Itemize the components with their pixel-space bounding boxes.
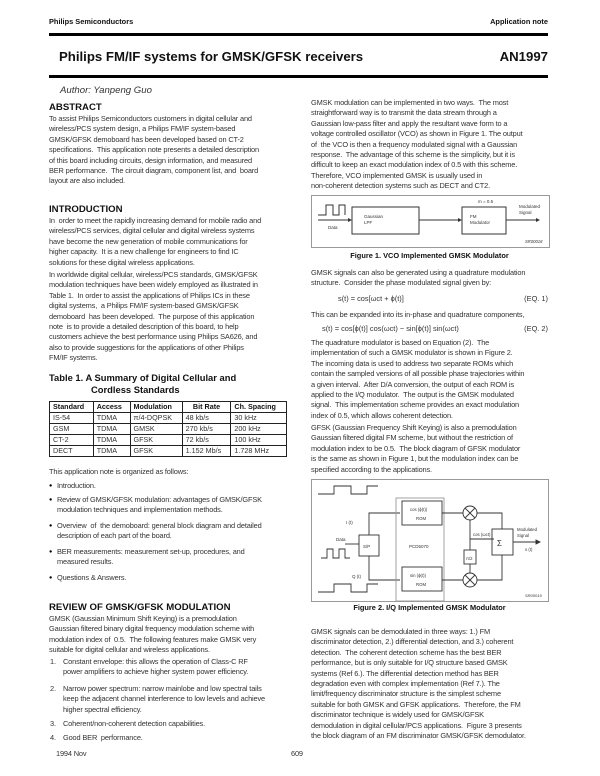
organization-intro: This application note is organized as follows:: [49, 467, 189, 476]
output-label-2: Signal: [519, 210, 532, 215]
list-item: [50, 719, 205, 729]
rom-label: ROM: [416, 582, 427, 587]
abstract-text: To assist Philips Semiconductors customers in digital cellular and wireless/PCS system design, a Philips FM/IF system-based GMSK/GFSK demoboard has been developed based on CT-2 specifications. This application note presents a detailed description of this board including circuits, design information, and measured BER performance. The circuit diagram, component list, and board layout are also included.: [49, 114, 259, 186]
rom-cos-label: cos (ϕ(t)): [410, 507, 428, 512]
list-item: [50, 657, 248, 678]
list-number: 4.: [50, 733, 56, 742]
table-caption-line-1: Table 1. A Summary of Digital Cellular and: [49, 372, 237, 383]
list-item: [50, 684, 265, 715]
signal-line: [369, 513, 400, 535]
data-waveform-icon: [318, 205, 345, 215]
bullet-item: ● Overview of the demoboard: general block diagram and detailed description of each part of the board.: [49, 521, 262, 542]
introduction-paragraph-2: In worldwide digital cellular, wireless/PCS standards, GMSK/GFSK modulation techniques have been widely employed as illustrated in Table 1. In order to assist the applications of Philips ICs in these digital systems, a Philips FM/IF system-based GMSK/GFSK demoboard has been developed. The purpose of this application note is to provide a detailed description of this board, to help customers achieve the best performance using Philips SA626, and also to provide suggestions for the applications of other Philips FM/IF systems.: [49, 270, 258, 363]
sp-label: S/P: [363, 544, 371, 549]
carrier-label: cos (ωct): [473, 532, 491, 537]
header-cell: Bit Rate: [182, 402, 231, 413]
cell: 48 kb/s: [182, 413, 231, 424]
equation-1-label: (EQ. 1): [524, 294, 548, 303]
arrow-icon: [536, 540, 540, 544]
output-label-3: s (t): [525, 547, 533, 552]
table-row: [50, 424, 287, 435]
right-paragraph-5: GFSK (Gaussian Frequency Shift Keying) is also a premodulation Gaussian filtered digital FM scheme, but without the restriction of modulation index to be 0.5. The block diagram of GFSK modulator is the same as shown in Figure 1, but the modulation index can be specified according to the applications.: [311, 423, 521, 474]
header-cell: Access: [93, 402, 130, 413]
chip-label: PCD5070: [409, 544, 429, 549]
introduction-paragraph-1: In order to meet the rapidly increasing demand for mobile radio and wireless/PCS services, digital cellular and digital wireless systems have become the new generation of mobile communications for higher capacity. It is a new challenge for engineers to find IC solutions for these digital wireless applications.: [49, 216, 262, 267]
output-label-1: Modulated: [519, 204, 541, 209]
figure-1-diagram: [311, 195, 550, 248]
bullet-item: ● BER measurements: measurement set-up, procedures, and measured results.: [49, 547, 245, 568]
cell: 100 kHz: [231, 435, 287, 446]
cell: 72 kb/s: [182, 435, 231, 446]
list-text: Coherent/non-coherent detection capabilities.: [63, 719, 205, 728]
author: Author: Yanpeng Guo: [60, 85, 152, 96]
list-text: Good BER performance.: [63, 733, 143, 742]
table-row: [50, 435, 287, 446]
arrow-icon: [348, 218, 352, 222]
figure-code: SR00019: [525, 593, 542, 598]
doc-type: Application note: [490, 17, 548, 26]
right-paragraph-3: This can be expanded into its in-phase and quadrature components,: [311, 310, 525, 319]
header-cell: Standard: [50, 402, 94, 413]
sum-icon: Σ: [497, 539, 502, 548]
q-waveform-icon: [318, 584, 378, 592]
introduction-heading: INTRODUCTION: [49, 204, 123, 215]
cell: DECT: [50, 446, 94, 457]
cell: 270 kb/s: [182, 424, 231, 435]
right-paragraph-6: GMSK signals can be demodulated in three ways: 1.) FM discriminator detection, 2.) differential detection, and 3.) coherent detection. The coherent detection scheme has the best BER performance, but is only suitable for I/Q structure based GMSK systems (Ref 6.). The differential detection method has BER degradation even with complex implementation (Ref 7.). The limit/frequency discriminator structure is the simplest scheme suitable for both GMSK and GFSK applications. Therefore, the FM discriminator technique is widely used for GMSK/GFSK demodulation in digital cellular/PCS applications. Figure 3 presents the block diagram of an FM discriminator GMSK/GFSK demodulator.: [311, 627, 526, 741]
list-text: Narrow power spectrum: narrow mainlobe and low spectral tails keep the adjacent channel interference to low levels and achieve higher spectral efficiency.: [63, 684, 265, 714]
fm-label-2: Modulator: [470, 220, 491, 225]
page-number: 609: [291, 749, 303, 758]
footer-date: 1994 Nov: [56, 749, 87, 758]
rom-sin-label: sin (ϕ(t)): [410, 573, 427, 578]
figure-code: SR00018: [525, 239, 543, 244]
gaussian-lpf-box: [352, 207, 419, 234]
mod-index-label: m = 0.5: [478, 199, 494, 204]
arrow-icon: [536, 218, 540, 222]
output-label-1: Modulated: [517, 527, 538, 532]
output-label-2: Signal: [517, 533, 529, 538]
cell: CT-2: [50, 435, 94, 446]
data-waveform-icon: [321, 549, 350, 558]
header-rule: [49, 33, 548, 36]
header-cell: Modulation: [130, 402, 182, 413]
rom-cos-box: [402, 501, 442, 525]
review-heading: REVIEW OF GMSK/GFSK MODULATION: [49, 602, 231, 613]
cell: GMSK: [130, 424, 182, 435]
bullet-item: ● Questions & Answers.: [49, 573, 126, 583]
phase-label: π/2: [466, 556, 473, 561]
cell: IS-54: [50, 413, 94, 424]
review-text: GMSK (Gaussian Minimum Shift Keying) is a premodulation Gaussian filtered binary digital frequency modulation scheme with modulation index of 0.5. The following features make GMSK very suitable for digital cellular and wireless applications.: [49, 614, 257, 655]
table-caption-line-2: Cordless Standards: [91, 384, 180, 395]
figure-2-diagram: [311, 479, 549, 602]
cell: 30 kHz: [231, 413, 287, 424]
table-row: [50, 413, 287, 424]
cell: π/4-DQPSK: [130, 413, 182, 424]
data-label: Data: [336, 537, 346, 542]
i-waveform-icon: [318, 486, 378, 494]
list-number: 2.: [50, 684, 56, 693]
cell: 200 kHz: [231, 424, 287, 435]
lpf-label-1: Gaussian: [364, 214, 384, 219]
equation-1: s(t) = cos[ωct + ϕ(t)]: [338, 294, 404, 303]
title-rule: [49, 75, 548, 78]
data-label: Data: [328, 225, 338, 230]
doc-number: AN1997: [499, 49, 548, 64]
signal-line: [369, 556, 400, 580]
bullet-item: ● Review of GMSK/GFSK modulation: advantages of GMSK/GFSK modulation techniques and implementation methods.: [49, 495, 262, 516]
table-row: [50, 446, 287, 457]
cell: 1.152 Mb/s: [182, 446, 231, 457]
cell: TDMA: [93, 413, 130, 424]
q-label: Q (t): [352, 574, 361, 579]
table-header-row: [50, 402, 287, 413]
cell: GSM: [50, 424, 94, 435]
cell: TDMA: [93, 435, 130, 446]
cell: TDMA: [93, 424, 130, 435]
signal-line: [477, 555, 502, 580]
lpf-label-2: LPF: [364, 220, 373, 225]
standards-table: [49, 401, 287, 457]
company-name: Philips Semiconductors: [49, 17, 134, 26]
cell: TDMA: [93, 446, 130, 457]
abstract-heading: ABSTRACT: [49, 102, 102, 113]
cell: GFSK: [130, 446, 182, 457]
cell: GFSK: [130, 435, 182, 446]
page-title: Philips FM/IF systems for GMSK/GFSK receivers: [59, 49, 364, 64]
list-number: 1.: [50, 657, 56, 666]
vco-modulator-diagram: [312, 196, 549, 247]
rom-label: ROM: [416, 516, 427, 521]
right-paragraph-1: GMSK modulation can be implemented in two ways. The most straightforward way is to transmit the data stream through a Gaussian low-pass filter and apply the resultant wave form to a voltage controlled oscillator (VCO) as shown in Figure 1. The output of the VCO is then a frequency modulated signal with a Gaussian response. The advantage of this scheme is the simplicity, but it is difficult to keep an exact modulation index of 0.5 with this scheme. Therefore, VCO implemented GMSK is usually used in non-coherent detection systems such as DECT and CT2.: [311, 98, 523, 191]
bullet-item: ● Introduction.: [49, 481, 96, 491]
summer-box: [492, 529, 513, 555]
table-caption: [49, 372, 236, 396]
i-label: I (t): [346, 520, 353, 525]
rom-sin-box: [402, 567, 442, 591]
iq-modulator-diagram: [312, 480, 548, 601]
figure-2-caption: Figure 2. I/Q Implemented GMSK Modulator: [353, 603, 506, 612]
header-cell: Ch. Spacing: [231, 402, 287, 413]
figure-1-caption: Figure 1. VCO Implemented GMSK Modulator: [350, 251, 509, 260]
right-paragraph-2: GMSK signals can also be generated using a quadrature modulation structure. Consider the phase modulated signal given by:: [311, 268, 526, 288]
signal-line: [477, 513, 502, 529]
right-paragraph-4: The quadrature modulator is based on Equation (2). The implementation of such a GMSK modulator is shown in Figure 2. The incoming data is used to address two separate ROMs which contain the sampled versions of all possible phase trajectories within a given interval. After D/A conversion, the output of each ROM is applied to the I/Q modulator. The output is the GMSK modulated signal. This implementation scheme provides an exact modulation index of 0.5, which allows coherent detection.: [311, 338, 525, 420]
fm-label-1: FM: [470, 214, 477, 219]
list-text: Constant envelope: this allows the operation of Class-C RF power amplifiers to achieve higher system power efficiency.: [63, 657, 249, 677]
equation-2-label: (EQ. 2): [524, 324, 548, 333]
equation-2: s(t) = cos[ϕ(t)] cos(ωct) − sin[ϕ(t)] sin(ωct): [322, 324, 459, 333]
list-number: 3.: [50, 719, 56, 728]
arrow-icon: [458, 218, 462, 222]
list-item: [50, 733, 143, 743]
cell: 1.728 MHz: [231, 446, 287, 457]
